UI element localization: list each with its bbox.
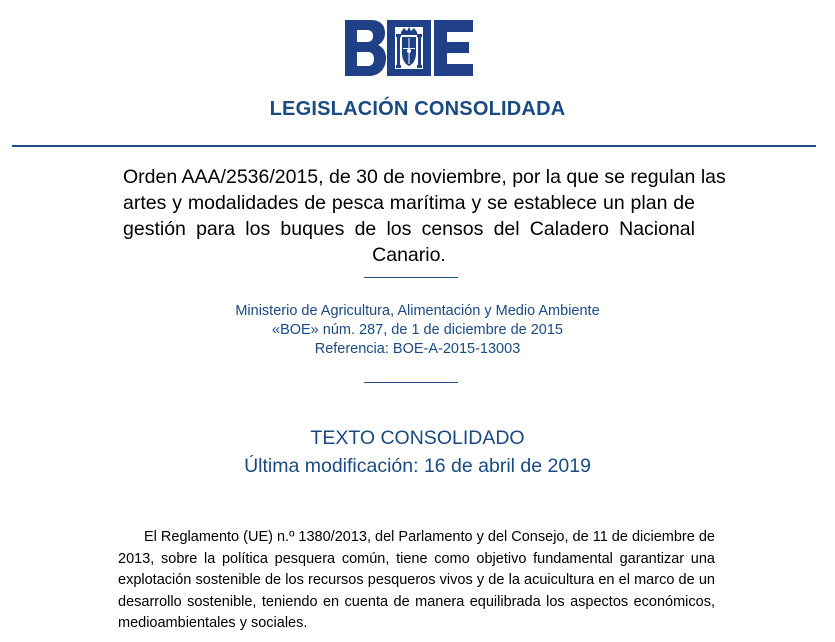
ministry-name: Ministerio de Agricultura, Alimentación y Medio Ambiente xyxy=(235,303,600,319)
document-title xyxy=(123,164,726,268)
document-metadata xyxy=(0,302,835,359)
title-divider xyxy=(364,277,458,278)
paragraph-line: El Reglamento (UE) n.º 1380/2013, del Parlamento y del Consejo, de 11 de diciembre de xyxy=(144,529,715,545)
metadata-divider xyxy=(364,382,458,383)
boe-logo xyxy=(343,18,475,80)
document-title-line: Canario. xyxy=(372,244,446,266)
paragraph-line: explotación sostenible de los recursos pesqueros vivos y de la acuicultura en el marco de un xyxy=(118,572,715,588)
paragraph-line: medioambientales y sociales. xyxy=(118,615,308,631)
last-modified-date: Última modificación: 16 de abril de 2019 xyxy=(244,455,591,477)
header-divider xyxy=(12,145,816,147)
document-title-line: artes y modalidades de pesca marítima y se establece un plan de xyxy=(123,192,695,214)
document-title-line: Orden AAA/2536/2015, de 30 de noviembre, por la que se regulan las xyxy=(123,166,726,188)
consolidated-label: TEXTO CONSOLIDADO xyxy=(310,427,525,449)
collection-title: LEGISLACIÓN CONSOLIDADA xyxy=(269,98,566,120)
paragraph-line: desarrollo sostenible, teniendo en cuenta de manera equilibrada los aspectos económicos, xyxy=(118,593,715,610)
paragraph-line: 2013, sobre la política pesquera común, tiene como objetivo fundamental garantizar una xyxy=(118,550,715,567)
consolidated-heading xyxy=(0,424,835,480)
body-paragraph xyxy=(118,527,715,635)
document-reference: Referencia: BOE-A-2015-13003 xyxy=(314,341,521,357)
bulletin-reference: «BOE» núm. 287, de 1 de diciembre de 2015 xyxy=(272,322,563,338)
document-title-line: gestión para los buques de los censos del Caladero Nacional xyxy=(123,218,695,240)
